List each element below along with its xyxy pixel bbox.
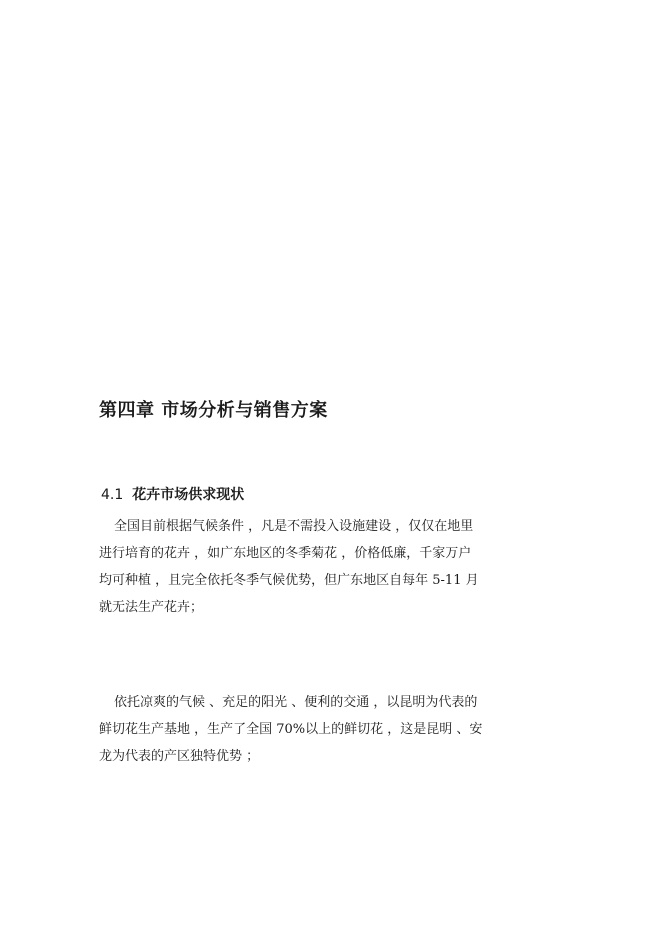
- paragraph-line: 依托凉爽的气候 、充足的阳光 、便利的交通 ，以昆明为代表的: [114, 695, 478, 710]
- section-heading: [101, 484, 244, 506]
- paragraph-kunming-base: [99, 689, 569, 770]
- paragraph-line: 就无法生产花卉；: [99, 600, 204, 615]
- chapter-title: 第四章 市场分析与销售方案: [99, 400, 328, 421]
- section-title: 花卉市场供求现状: [132, 487, 245, 503]
- paragraph-line: 全国目前根据气候条件 ，凡是不需投入设施建设 ，仅仅在地里: [114, 519, 474, 534]
- paragraph-line: 龙为代表的产区独特优势 ；: [99, 749, 260, 764]
- paragraph-line: 鲜切花生产基地 ，生产了全国 70%以上的鲜切花 ，这是昆明 、安: [99, 722, 483, 737]
- paragraph-line: 均可种植 ，且完全依托冬季气候优势，但广东地区自每年 5-11 月: [99, 573, 479, 588]
- paragraph-line: 进行培育的花卉 ，如广东地区的冬季菊花 ，价格低廉，千家万户: [99, 546, 472, 561]
- section-number: 4.1: [101, 487, 124, 503]
- paragraph-climate-flowers: [99, 513, 569, 621]
